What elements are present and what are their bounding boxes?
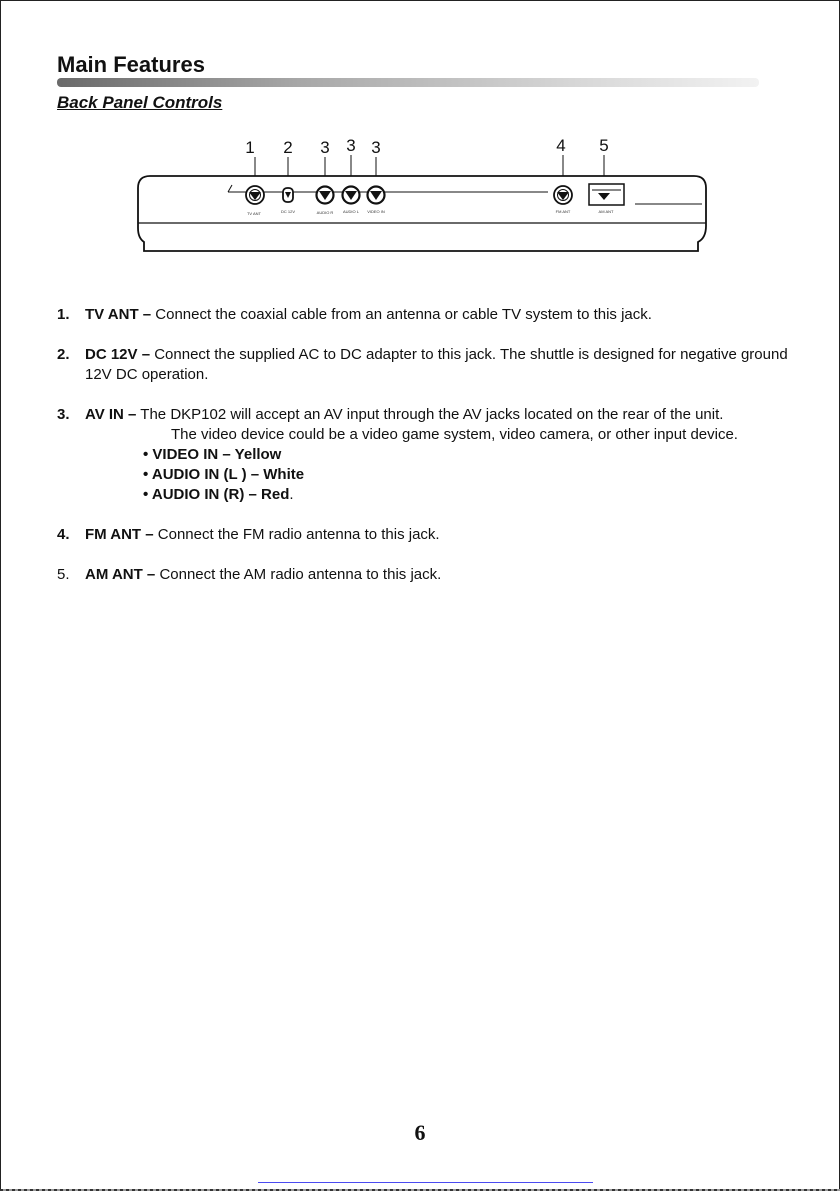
audio-l-jack <box>343 187 360 204</box>
list-item <box>57 525 797 545</box>
page-title: Main Features <box>57 52 205 77</box>
jack-label-am-ant: AM ANT <box>598 209 614 214</box>
item-term: AM ANT – <box>85 566 156 583</box>
am-ant-jack <box>589 184 624 205</box>
item-text: Connect the FM radio antenna to this jack. <box>153 526 440 543</box>
callout-2: 2 <box>283 138 293 157</box>
bottom-rule <box>0 1189 840 1191</box>
item-number: 3. <box>57 406 70 423</box>
video-in-jack <box>368 187 385 204</box>
feature-list <box>57 305 797 605</box>
jack-label-video-in: VIDEO IN <box>367 209 385 214</box>
callout-4: 4 <box>556 136 566 155</box>
item-term: AV IN – <box>85 406 137 423</box>
audio-r-jack <box>317 187 334 204</box>
bullet-audio-r: • AUDIO IN (R) – Red <box>143 486 290 503</box>
page-number: 6 <box>414 1120 426 1145</box>
item-number: 5. <box>57 566 70 583</box>
list-item <box>57 405 797 505</box>
section-subtitle: Back Panel Controls <box>57 93 223 112</box>
jack-label-fm-ant: FM ANT <box>555 209 571 214</box>
jack-label-dc-12v: DC 12V <box>280 209 296 214</box>
bullet-video-in: • VIDEO IN – Yellow <box>143 446 282 463</box>
item-text: Connect the coaxial cable from an antenna or cable TV system to this jack. <box>151 306 652 323</box>
bullet-audio-l: • AUDIO IN (L ) – White <box>143 466 305 483</box>
list-item <box>57 565 797 585</box>
tv-ant-jack <box>246 186 264 204</box>
item-number: 4. <box>57 526 70 543</box>
item-number: 1. <box>57 306 70 323</box>
list-item <box>57 305 797 325</box>
jack-label-audio-r: AUDIO R <box>316 210 334 215</box>
list-item <box>57 345 797 385</box>
item-term: DC 12V – <box>85 346 151 363</box>
footer-link-line <box>258 1182 593 1183</box>
item-text: Connect the supplied AC to DC adapter to this jack. The shuttle is designed for negative ground 12V DC operation. <box>85 346 788 383</box>
callout-5: 5 <box>599 136 609 155</box>
callout-3c: 3 <box>371 138 381 157</box>
dc-12v-jack <box>283 188 293 202</box>
jack-label-audio-l: AUDIO L <box>342 209 360 214</box>
bullet-suffix: . <box>289 486 294 503</box>
fm-ant-jack <box>554 186 572 204</box>
item-term: FM ANT – <box>85 526 154 543</box>
item-term: TV ANT – <box>85 306 152 323</box>
jack-label-tv-ant: TV ANT <box>246 211 262 216</box>
bullet-audio-r-line <box>85 485 797 505</box>
callout-3b: 3 <box>346 136 356 155</box>
item-text-continued: The video device could be a video game system, video camera, or other input device. <box>171 426 738 443</box>
back-panel-diagram <box>130 130 710 260</box>
callout-3a: 3 <box>320 138 330 157</box>
title-underline-bar <box>57 78 759 87</box>
item-number: 2. <box>57 346 70 363</box>
callout-1: 1 <box>245 138 255 157</box>
item-text: Connect the AM radio antenna to this jack. <box>155 566 442 583</box>
item-text: The DKP102 will accept an AV input through the AV jacks located on the rear of the unit. <box>136 406 724 423</box>
